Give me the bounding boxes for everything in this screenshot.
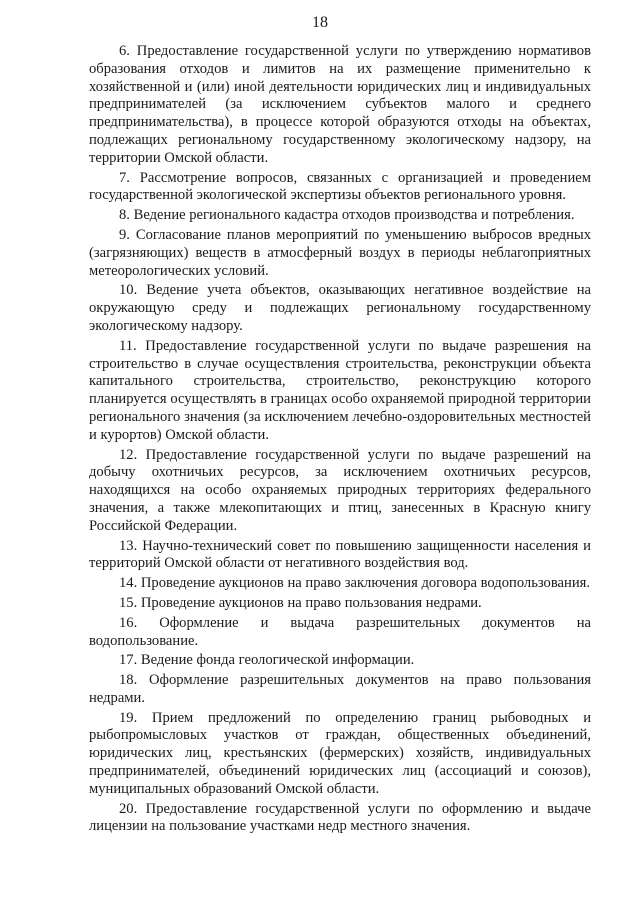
list-item-8: 8. Ведение регионального кадастра отходов производства и потребления. — [119, 207, 575, 224]
list-item-16: 16. Оформление и выдача разрешительных документов на водопользование. — [89, 614, 591, 649]
list-item-11: 11. Предоставление государственной услуги по выдаче разрешения на строительство в случае осуществления строительства, реконструкции объекта капитального строительства, строительство, реконструкцию которого планируется осуществлять в границах особо охраняемой природной территории регионального значения (за исключением лечебно-оздоровительных местностей и курортов) Омской области. — [89, 337, 591, 443]
list-item-17: 17. Ведение фонда геологической информации. — [119, 652, 415, 669]
list-item-10: 10. Ведение учета объектов, оказывающих негативное воздействие на окружающую среду и подлежащих региональному государственному экологическому надзору. — [89, 282, 591, 334]
list-item-18: 18. Оформление разрешительных документов на право пользования недрами. — [89, 672, 591, 706]
list-item-7: 7. Рассмотрение вопросов, связанных с организацией и проведением государственной экологической экспертизы объектов регионального уровня. — [89, 169, 591, 204]
list-item-12: 12. Предоставление государственной услуги по выдаче разрешений на добычу охотничьих ресурсов, за исключением охотничьих ресурсов, находящихся на особо охраняемых природных территориях федерального значения, а также млекопитающих и птиц, занесенных в Красную книгу Российской Федерации. — [89, 446, 591, 534]
document-body — [89, 43, 591, 838]
list-item-13: 13. Научно-технический совет по повышению защищенности населения и территорий Омской области от негативного воздействия вод. — [89, 537, 591, 572]
list-item-19: 19. Прием предложений по определению границ рыбоводных и рыбопромысловых участков от граждан, общественных объединений, юридических лиц, крестьянских (фермерских) хозяйств, индивидуальных предпринимателей, объединений юридических лиц (ассоциаций и союзов), муниципальных образований Омской области. — [89, 709, 591, 797]
list-item-15: 15. Проведение аукционов на право пользования недрами. — [119, 594, 482, 611]
list-item-9: 9. Согласование планов мероприятий по уменьшению выбросов вредных (загрязняющих) веществ в атмосферный воздух в периоды неблагоприятных метеорологических условий. — [89, 226, 591, 279]
list-item-6: 6. Предоставление государственной услуги по утверждению нормативов образования отходов и лимитов на их размещение применительно к хозяйственной и (или) иной деятельности юридических лиц и индивидуальных предпринимателей (за исключением субъектов малого и среднего предпринимательства), в процессе которой образуются отходы на объектах, подлежащих региональному государственному экологическому надзору, на территории Омской области. — [89, 43, 591, 166]
page-number: 18 — [312, 14, 328, 31]
list-item-14: 14. Проведение аукционов на право заключения договора водопользования. — [119, 575, 590, 592]
list-item-20: 20. Предоставление государственной услуги по оформлению и выдаче лицензии на пользование участками недр местного значения. — [89, 800, 591, 835]
